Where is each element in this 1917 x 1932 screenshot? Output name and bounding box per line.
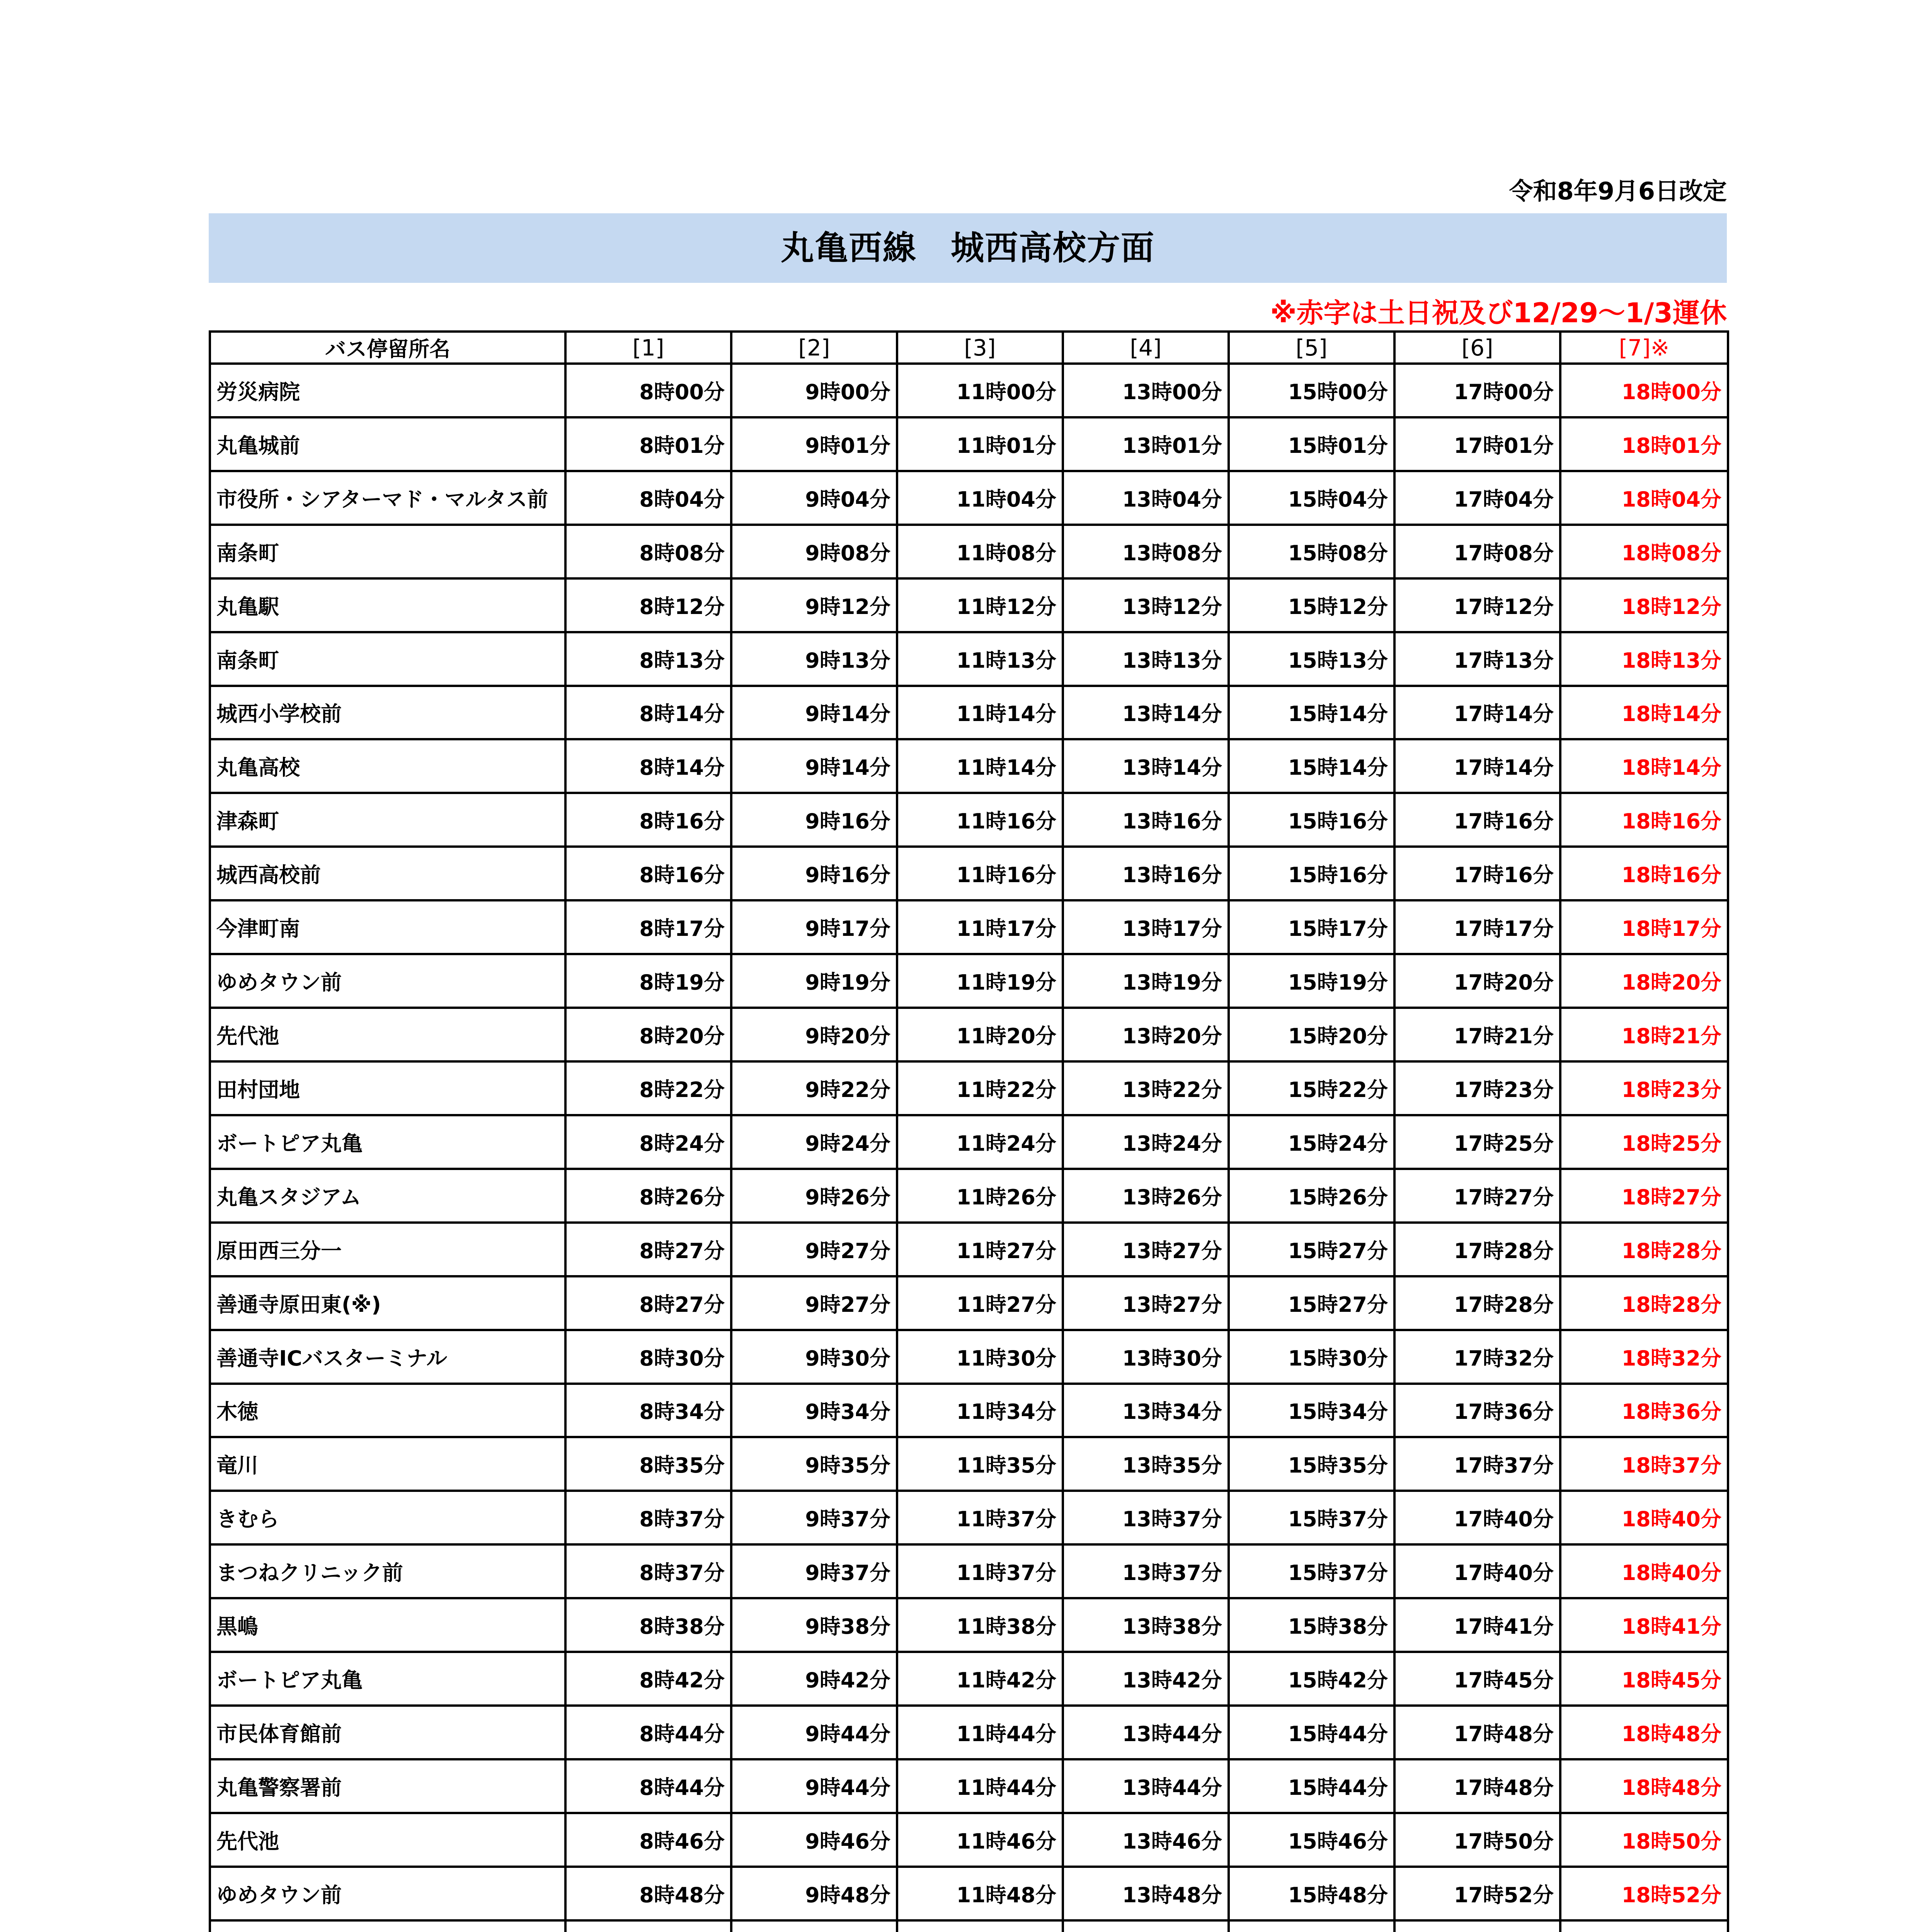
time-cell: 11時20分 [897, 1008, 1063, 1061]
time-cell: 15時16分 [1229, 847, 1394, 900]
table-row [210, 1759, 1728, 1813]
table-row [210, 1061, 1728, 1115]
time-cell: 11時37分 [897, 1491, 1063, 1544]
time-cell: 15時16分 [1229, 793, 1394, 847]
time-cell: 9時17分 [731, 900, 897, 954]
time-cell: 13時30分 [1063, 1330, 1229, 1384]
time-cell: 9時46分 [731, 1813, 897, 1867]
time-cell: 15時27分 [1229, 1223, 1394, 1276]
stop-name-cell: 南条町 [210, 525, 565, 578]
time-cell: 18時32分 [1560, 1330, 1728, 1384]
table-row [210, 1813, 1728, 1867]
table-row [210, 1867, 1728, 1920]
table-row [210, 1008, 1728, 1061]
time-cell: 9時04分 [731, 471, 897, 525]
time-cell: 18時41分 [1560, 1598, 1728, 1652]
time-cell: 15時00分 [1229, 364, 1394, 417]
time-cell: 13時46分 [1063, 1813, 1229, 1867]
stop-name-cell: 先代池 [210, 1813, 565, 1867]
time-cell: 15時17分 [1229, 900, 1394, 954]
time-cell: 9時14分 [731, 739, 897, 793]
column-header-trip: [1] [565, 332, 731, 364]
stop-name-cell: 木徳 [210, 1384, 565, 1437]
time-cell: 8時44分 [565, 1706, 731, 1759]
table-row [210, 1544, 1728, 1598]
time-cell: 18時04分 [1560, 471, 1728, 525]
time-cell: 17時32分 [1394, 1330, 1560, 1384]
time-cell: 13時38分 [1063, 1598, 1229, 1652]
time-cell: 9時27分 [731, 1276, 897, 1330]
time-cell: 11時42分 [897, 1652, 1063, 1706]
time-cell: 9時01分 [731, 417, 897, 471]
time-cell: 8時00分 [565, 364, 731, 417]
time-cell: 13時34分 [1063, 1384, 1229, 1437]
time-cell: 8時42分 [565, 1652, 731, 1706]
time-cell: 18時27分 [1560, 1169, 1728, 1223]
time-cell: 9時16分 [731, 793, 897, 847]
time-cell [1063, 1920, 1229, 1932]
time-cell: 13時37分 [1063, 1491, 1229, 1544]
time-cell [897, 1920, 1063, 1932]
time-cell: 15時04分 [1229, 471, 1394, 525]
stop-name-cell: 竜川 [210, 1437, 565, 1491]
table-row [210, 1169, 1728, 1223]
time-cell: 8時38分 [565, 1598, 731, 1652]
table-row [210, 1920, 1728, 1932]
time-cell: 8時04分 [565, 471, 731, 525]
time-cell: 18時12分 [1560, 578, 1728, 632]
time-cell: 8時37分 [565, 1491, 731, 1544]
time-cell [565, 1920, 731, 1932]
time-cell: 8時14分 [565, 739, 731, 793]
time-cell: 15時34分 [1229, 1384, 1394, 1437]
time-cell: 17時48分 [1394, 1706, 1560, 1759]
time-cell: 9時48分 [731, 1867, 897, 1920]
stop-name-cell: 丸亀城前 [210, 417, 565, 471]
time-cell: 17時37分 [1394, 1437, 1560, 1491]
time-cell: 11時04分 [897, 471, 1063, 525]
time-cell: 9時16分 [731, 847, 897, 900]
time-cell: 18時00分 [1560, 364, 1728, 417]
table-row [210, 793, 1728, 847]
time-cell: 11時46分 [897, 1813, 1063, 1867]
time-cell: 8時14分 [565, 686, 731, 740]
time-cell: 11時00分 [897, 364, 1063, 417]
stop-name-cell: 丸亀高校 [210, 739, 565, 793]
time-cell: 13時19分 [1063, 954, 1229, 1008]
time-cell: 17時28分 [1394, 1223, 1560, 1276]
time-cell: 17時40分 [1394, 1491, 1560, 1544]
time-cell: 8時24分 [565, 1115, 731, 1169]
stop-name-cell: 城西小学校前 [210, 686, 565, 740]
time-cell: 15時08分 [1229, 525, 1394, 578]
time-cell: 9時35分 [731, 1437, 897, 1491]
time-cell: 9時19分 [731, 954, 897, 1008]
time-cell: 13時24分 [1063, 1115, 1229, 1169]
holiday-note: ※赤字は土日祝及び12/29～1/3運休 [1270, 297, 1727, 329]
time-cell: 18時14分 [1560, 686, 1728, 740]
table-row [210, 471, 1728, 525]
time-cell: 18時45分 [1560, 1652, 1728, 1706]
stop-name-cell: きむら [210, 1491, 565, 1544]
time-cell: 11時14分 [897, 739, 1063, 793]
time-cell: 8時34分 [565, 1384, 731, 1437]
table-row [210, 1706, 1728, 1759]
time-cell: 11時35分 [897, 1437, 1063, 1491]
time-cell: 15時14分 [1229, 739, 1394, 793]
time-cell: 8時27分 [565, 1223, 731, 1276]
table-row [210, 417, 1728, 471]
time-cell: 8時37分 [565, 1544, 731, 1598]
time-cell: 15時30分 [1229, 1330, 1394, 1384]
column-header-trip: [5] [1229, 332, 1394, 364]
time-cell: 17時20分 [1394, 954, 1560, 1008]
table-row [210, 1115, 1728, 1169]
time-cell: 17時25分 [1394, 1115, 1560, 1169]
time-cell: 15時48分 [1229, 1867, 1394, 1920]
time-cell: 11時34分 [897, 1384, 1063, 1437]
time-cell: 18時52分 [1560, 1867, 1728, 1920]
time-cell: 9時37分 [731, 1491, 897, 1544]
table-row [210, 1223, 1728, 1276]
time-cell: 15時37分 [1229, 1544, 1394, 1598]
time-cell: 11時48分 [897, 1867, 1063, 1920]
time-cell: 18時37分 [1560, 1437, 1728, 1491]
time-cell: 17時00分 [1394, 364, 1560, 417]
time-cell: 9時24分 [731, 1115, 897, 1169]
time-cell [1560, 1920, 1728, 1932]
time-cell: 9時42分 [731, 1652, 897, 1706]
stop-name-cell: 今津町南 [210, 900, 565, 954]
stop-name-cell: 津森町 [210, 793, 565, 847]
stop-name-cell: 善通寺ICバスターミナル [210, 1330, 565, 1384]
time-cell: 11時27分 [897, 1276, 1063, 1330]
time-cell: 18時21分 [1560, 1008, 1728, 1061]
time-cell: 9時34分 [731, 1384, 897, 1437]
time-cell: 9時00分 [731, 364, 897, 417]
stop-name-cell: ボートピア丸亀 [210, 1652, 565, 1706]
time-cell [731, 1920, 897, 1932]
column-header-trip: [6] [1394, 332, 1560, 364]
stop-name-cell: 城西高校前 [210, 847, 565, 900]
stop-name-cell: ゆめタウン前 [210, 1867, 565, 1920]
time-cell: 13時14分 [1063, 686, 1229, 740]
table-row [210, 900, 1728, 954]
time-cell: 18時50分 [1560, 1813, 1728, 1867]
time-cell: 18時08分 [1560, 525, 1728, 578]
time-cell: 18時28分 [1560, 1276, 1728, 1330]
time-cell: 13時48分 [1063, 1867, 1229, 1920]
time-cell: 17時28分 [1394, 1276, 1560, 1330]
time-cell: 8時16分 [565, 793, 731, 847]
time-cell: 13時37分 [1063, 1544, 1229, 1598]
time-cell: 11時12分 [897, 578, 1063, 632]
table-row [210, 1330, 1728, 1384]
time-cell: 17時23分 [1394, 1061, 1560, 1115]
column-header-trip: [2] [731, 332, 897, 364]
time-cell: 13時13分 [1063, 632, 1229, 686]
time-cell: 15時26分 [1229, 1169, 1394, 1223]
time-cell: 13時35分 [1063, 1437, 1229, 1491]
time-cell: 17時16分 [1394, 793, 1560, 847]
time-cell: 8時19分 [565, 954, 731, 1008]
table-row [210, 954, 1728, 1008]
time-cell: 13時27分 [1063, 1223, 1229, 1276]
table-row [210, 1598, 1728, 1652]
time-cell: 9時08分 [731, 525, 897, 578]
time-cell: 8時35分 [565, 1437, 731, 1491]
time-cell: 13時08分 [1063, 525, 1229, 578]
time-cell: 11時30分 [897, 1330, 1063, 1384]
time-cell: 15時38分 [1229, 1598, 1394, 1652]
stop-name-cell: 労災病院 [210, 364, 565, 417]
time-cell: 18時17分 [1560, 900, 1728, 954]
stop-name-cell: 市民体育館前 [210, 1706, 565, 1759]
time-cell: 18時48分 [1560, 1759, 1728, 1813]
time-cell: 15時42分 [1229, 1652, 1394, 1706]
time-cell: 13時17分 [1063, 900, 1229, 954]
time-cell: 13時00分 [1063, 364, 1229, 417]
time-cell: 18時14分 [1560, 739, 1728, 793]
time-cell: 11時08分 [897, 525, 1063, 578]
stop-name-cell: 黒嶋 [210, 1598, 565, 1652]
stop-name-cell: 善通寺原田東(※) [210, 1276, 565, 1330]
time-cell: 13時16分 [1063, 847, 1229, 900]
time-cell: 15時24分 [1229, 1115, 1394, 1169]
stop-name-cell: 田村団地 [210, 1061, 565, 1115]
table-row [210, 364, 1728, 417]
time-cell: 18時40分 [1560, 1491, 1728, 1544]
stop-name-cell: 先代池 [210, 1008, 565, 1061]
stop-name-cell: 南条町 [210, 632, 565, 686]
stop-name-cell [210, 1920, 565, 1932]
time-cell: 17時04分 [1394, 471, 1560, 525]
time-cell: 8時48分 [565, 1867, 731, 1920]
time-cell: 8時13分 [565, 632, 731, 686]
stop-name-cell: 市役所・シアターマド・マルタス前 [210, 471, 565, 525]
time-cell: 18時36分 [1560, 1384, 1728, 1437]
table-row [210, 632, 1728, 686]
time-cell: 13時04分 [1063, 471, 1229, 525]
time-cell: 15時20分 [1229, 1008, 1394, 1061]
column-header-trip: [3] [897, 332, 1063, 364]
stop-name-cell: 丸亀スタジアム [210, 1169, 565, 1223]
column-header-trip: [4] [1063, 332, 1229, 364]
table-row [210, 847, 1728, 900]
time-cell: 9時30分 [731, 1330, 897, 1384]
time-cell: 15時44分 [1229, 1759, 1394, 1813]
time-cell: 15時12分 [1229, 578, 1394, 632]
time-cell: 13時42分 [1063, 1652, 1229, 1706]
time-cell: 17時13分 [1394, 632, 1560, 686]
time-cell: 9時44分 [731, 1759, 897, 1813]
column-header-stop: バス停留所名 [210, 332, 565, 364]
time-cell: 15時37分 [1229, 1491, 1394, 1544]
column-header-trip: [7]※ [1560, 332, 1728, 364]
time-cell: 8時44分 [565, 1759, 731, 1813]
time-cell: 15時46分 [1229, 1813, 1394, 1867]
time-cell: 11時22分 [897, 1061, 1063, 1115]
time-cell: 11時16分 [897, 793, 1063, 847]
time-cell: 8時17分 [565, 900, 731, 954]
time-cell: 17時08分 [1394, 525, 1560, 578]
time-cell: 13時16分 [1063, 793, 1229, 847]
time-cell: 13時20分 [1063, 1008, 1229, 1061]
time-cell: 17時16分 [1394, 847, 1560, 900]
revision-date: 令和8年9月6日改定 [1509, 177, 1727, 205]
time-cell: 9時27分 [731, 1223, 897, 1276]
time-cell: 15時14分 [1229, 686, 1394, 740]
time-cell: 17時12分 [1394, 578, 1560, 632]
time-cell: 9時14分 [731, 686, 897, 740]
time-cell: 8時01分 [565, 417, 731, 471]
time-cell: 11時27分 [897, 1223, 1063, 1276]
time-cell: 17時01分 [1394, 417, 1560, 471]
time-cell: 17時17分 [1394, 900, 1560, 954]
time-cell: 11時38分 [897, 1598, 1063, 1652]
timetable [209, 330, 1729, 1932]
stop-name-cell: 原田西三分一 [210, 1223, 565, 1276]
time-cell: 17時21分 [1394, 1008, 1560, 1061]
time-cell: 17時48分 [1394, 1759, 1560, 1813]
time-cell: 13時44分 [1063, 1759, 1229, 1813]
time-cell: 9時26分 [731, 1169, 897, 1223]
stop-name-cell: ゆめタウン前 [210, 954, 565, 1008]
time-cell: 17時14分 [1394, 686, 1560, 740]
table-row [210, 1491, 1728, 1544]
time-cell: 8時30分 [565, 1330, 731, 1384]
time-cell: 11時26分 [897, 1169, 1063, 1223]
time-cell [1229, 1920, 1394, 1932]
time-cell: 17時45分 [1394, 1652, 1560, 1706]
time-cell: 13時44分 [1063, 1706, 1229, 1759]
time-cell: 11時17分 [897, 900, 1063, 954]
time-cell: 13時26分 [1063, 1169, 1229, 1223]
time-cell: 13時22分 [1063, 1061, 1229, 1115]
table-row [210, 578, 1728, 632]
time-cell: 9時12分 [731, 578, 897, 632]
stop-name-cell: 丸亀警察署前 [210, 1759, 565, 1813]
time-cell: 17時14分 [1394, 739, 1560, 793]
time-cell: 17時50分 [1394, 1813, 1560, 1867]
time-cell: 11時44分 [897, 1759, 1063, 1813]
time-cell: 9時20分 [731, 1008, 897, 1061]
table-row [210, 1276, 1728, 1330]
time-cell: 17時41分 [1394, 1598, 1560, 1652]
time-cell: 13時01分 [1063, 417, 1229, 471]
page-title: 丸亀西線 城西高校方面 [209, 213, 1727, 283]
time-cell: 15時35分 [1229, 1437, 1394, 1491]
time-cell: 8時20分 [565, 1008, 731, 1061]
stop-name-cell: ボートピア丸亀 [210, 1115, 565, 1169]
time-cell: 18時16分 [1560, 847, 1728, 900]
time-cell: 13時14分 [1063, 739, 1229, 793]
stop-name-cell: まつねクリニック前 [210, 1544, 565, 1598]
time-cell: 11時14分 [897, 686, 1063, 740]
stop-name-cell: 丸亀駅 [210, 578, 565, 632]
time-cell: 11時37分 [897, 1544, 1063, 1598]
time-cell: 9時37分 [731, 1544, 897, 1598]
time-cell: 17時27分 [1394, 1169, 1560, 1223]
time-cell: 15時27分 [1229, 1276, 1394, 1330]
time-cell: 15時19分 [1229, 954, 1394, 1008]
time-cell: 8時16分 [565, 847, 731, 900]
time-cell [1394, 1920, 1560, 1932]
time-cell: 9時38分 [731, 1598, 897, 1652]
time-cell: 18時23分 [1560, 1061, 1728, 1115]
time-cell: 18時01分 [1560, 417, 1728, 471]
time-cell: 15時13分 [1229, 632, 1394, 686]
table-body [210, 364, 1728, 1932]
time-cell: 15時01分 [1229, 417, 1394, 471]
time-cell: 11時44分 [897, 1706, 1063, 1759]
time-cell: 17時40分 [1394, 1544, 1560, 1598]
time-cell: 8時08分 [565, 525, 731, 578]
time-cell: 13時27分 [1063, 1276, 1229, 1330]
time-cell: 18時13分 [1560, 632, 1728, 686]
table-row [210, 739, 1728, 793]
table-header-row [210, 332, 1728, 364]
time-cell: 11時24分 [897, 1115, 1063, 1169]
time-cell: 11時19分 [897, 954, 1063, 1008]
table-row [210, 525, 1728, 578]
time-cell: 9時13分 [731, 632, 897, 686]
time-cell: 11時01分 [897, 417, 1063, 471]
time-cell: 18時48分 [1560, 1706, 1728, 1759]
time-cell: 9時22分 [731, 1061, 897, 1115]
table-row [210, 1652, 1728, 1706]
time-cell: 15時44分 [1229, 1706, 1394, 1759]
time-cell: 15時22分 [1229, 1061, 1394, 1115]
time-cell: 11時16分 [897, 847, 1063, 900]
time-cell: 18時40分 [1560, 1544, 1728, 1598]
time-cell: 13時12分 [1063, 578, 1229, 632]
time-cell: 8時26分 [565, 1169, 731, 1223]
time-cell: 8時22分 [565, 1061, 731, 1115]
time-cell: 8時46分 [565, 1813, 731, 1867]
time-cell: 18時25分 [1560, 1115, 1728, 1169]
time-cell: 18時20分 [1560, 954, 1728, 1008]
time-cell: 17時36分 [1394, 1384, 1560, 1437]
time-cell: 18時16分 [1560, 793, 1728, 847]
time-cell: 11時13分 [897, 632, 1063, 686]
time-cell: 17時52分 [1394, 1867, 1560, 1920]
time-cell: 18時28分 [1560, 1223, 1728, 1276]
table-row [210, 686, 1728, 740]
time-cell: 8時27分 [565, 1276, 731, 1330]
time-cell: 9時44分 [731, 1706, 897, 1759]
table-row [210, 1384, 1728, 1437]
time-cell: 8時12分 [565, 578, 731, 632]
table-row [210, 1437, 1728, 1491]
